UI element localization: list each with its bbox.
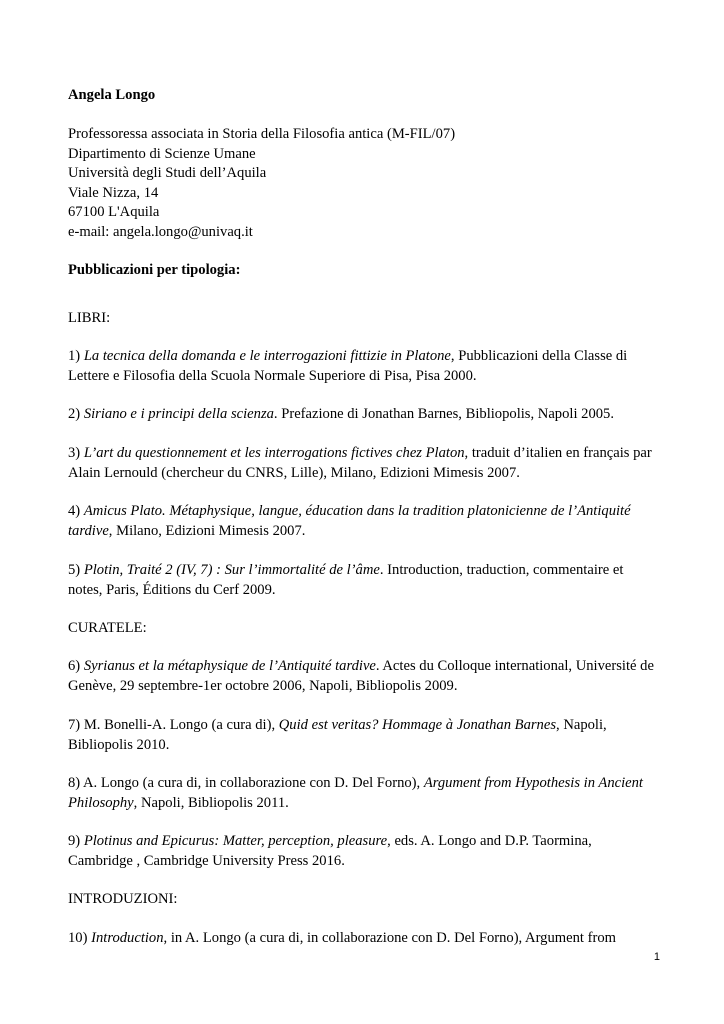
entry-details: , in A. Longo (a cura di, in collaborazione con D. Del Forno), Argument from	[163, 930, 616, 946]
entry-title: La tecnica della domanda e le interrogazioni fittizie in Platone	[83, 348, 451, 364]
entry-number: 10)	[68, 930, 92, 946]
entry-number: 5)	[68, 562, 84, 578]
entry-title: Plotin, Traité 2 (IV, 7) : Sur l’immortalité de l’âme	[83, 562, 380, 578]
entry-number: 8)	[68, 775, 83, 791]
author-name: Angela Longo	[68, 87, 156, 103]
publication-entry	[68, 929, 660, 949]
entry-title: L’art du questionnement et les interrogations fictives chez Platon	[83, 445, 465, 461]
author-city: 67100 L'Aquila	[68, 204, 160, 220]
entry-details: , Napoli, Bibliopolis 2011.	[133, 794, 289, 811]
entry-title: Amicus Plato. Métaphysique, langue, éducation dans la tradition platonicienne de l’Antiquité tardive	[68, 503, 631, 539]
entry-number: 7)	[68, 717, 84, 733]
entry-title: Plotinus and Epicurus: Matter, perception, pleasure	[83, 833, 388, 849]
author-email: e-mail: angela.longo@univaq.it	[68, 223, 253, 240]
entry-title: Introduction	[91, 930, 164, 946]
publication-entry	[68, 561, 660, 600]
publication-entry	[68, 444, 660, 483]
entry-number: 1)	[68, 348, 84, 364]
publication-entry	[68, 716, 660, 755]
entry-number: 4)	[68, 503, 84, 519]
entry-prefix: A. Longo (a cura di, in collaborazione con D. Del Forno),	[83, 775, 424, 791]
entry-details: , eds. A. Longo and D.P. Taormina, Cambridge , Cambridge University Press 2016.	[68, 833, 592, 869]
publications-heading: Pubblicazioni per tipologia:	[68, 262, 241, 278]
entry-details: , Napoli, Bibliopolis 2010.	[68, 717, 607, 753]
author-university: Università degli Studi dell’Aquila	[68, 165, 267, 181]
entry-number: 2)	[68, 406, 84, 422]
entry-details: , Milano, Edizioni Mimesis 2007.	[108, 522, 306, 539]
entry-details: , Pubblicazioni della Classe di Lettere e Filosofia della Scuola Normale Superiore di Pisa, Pisa 2000.	[68, 348, 628, 384]
author-street: Viale Nizza, 14	[68, 184, 159, 201]
entry-details: . Prefazione di Jonathan Barnes, Bibliopolis, Napoli 2005.	[273, 406, 614, 422]
entry-title: Argument from Hypothesis in Ancient Philosophy	[68, 775, 643, 811]
author-address-block	[68, 125, 660, 242]
entry-title: Quid est veritas? Hommage à Jonathan Barnes	[278, 717, 557, 733]
publication-entry	[68, 657, 660, 696]
section-heading-introduzioni: INTRODUZIONI:	[68, 891, 178, 907]
publication-entry	[68, 502, 660, 541]
entry-prefix: M. Bonelli-A. Longo (a cura di),	[83, 717, 279, 733]
entry-details: , traduit d’italien en français par Alain Lernould (chercheur du CNRS, Lille), Milano, Edizioni Mimesis 2007.	[68, 445, 652, 481]
publication-entry	[68, 405, 660, 425]
entry-number: 6)	[68, 658, 84, 674]
author-position: Professoressa associata in Storia della Filosofia antica (M-FIL/07)	[68, 126, 456, 142]
entry-details: . Introduction, traduction, commentaire et notes, Paris, Éditions du Cerf 2009.	[68, 562, 624, 598]
publication-entry	[68, 347, 660, 386]
author-department: Dipartimento di Scienze Umane	[68, 145, 256, 162]
entry-title: Syrianus et la métaphysique de l’Antiquité tardive	[83, 658, 376, 674]
section-heading-curatele: CURATELE:	[68, 620, 147, 636]
publication-entry	[68, 774, 660, 813]
entry-title: Siriano e i principi della scienza	[83, 406, 274, 422]
entry-number: 3)	[68, 445, 84, 461]
publication-entry	[68, 832, 660, 871]
page-number: 1	[653, 951, 660, 963]
entry-number: 9)	[68, 833, 84, 849]
section-heading-libri: LIBRI:	[68, 310, 111, 326]
entry-details: . Actes du Colloque international, Université de Genève, 29 septembre-1er octobre 2006, Napoli, Bibliopolis 2009.	[68, 658, 654, 694]
